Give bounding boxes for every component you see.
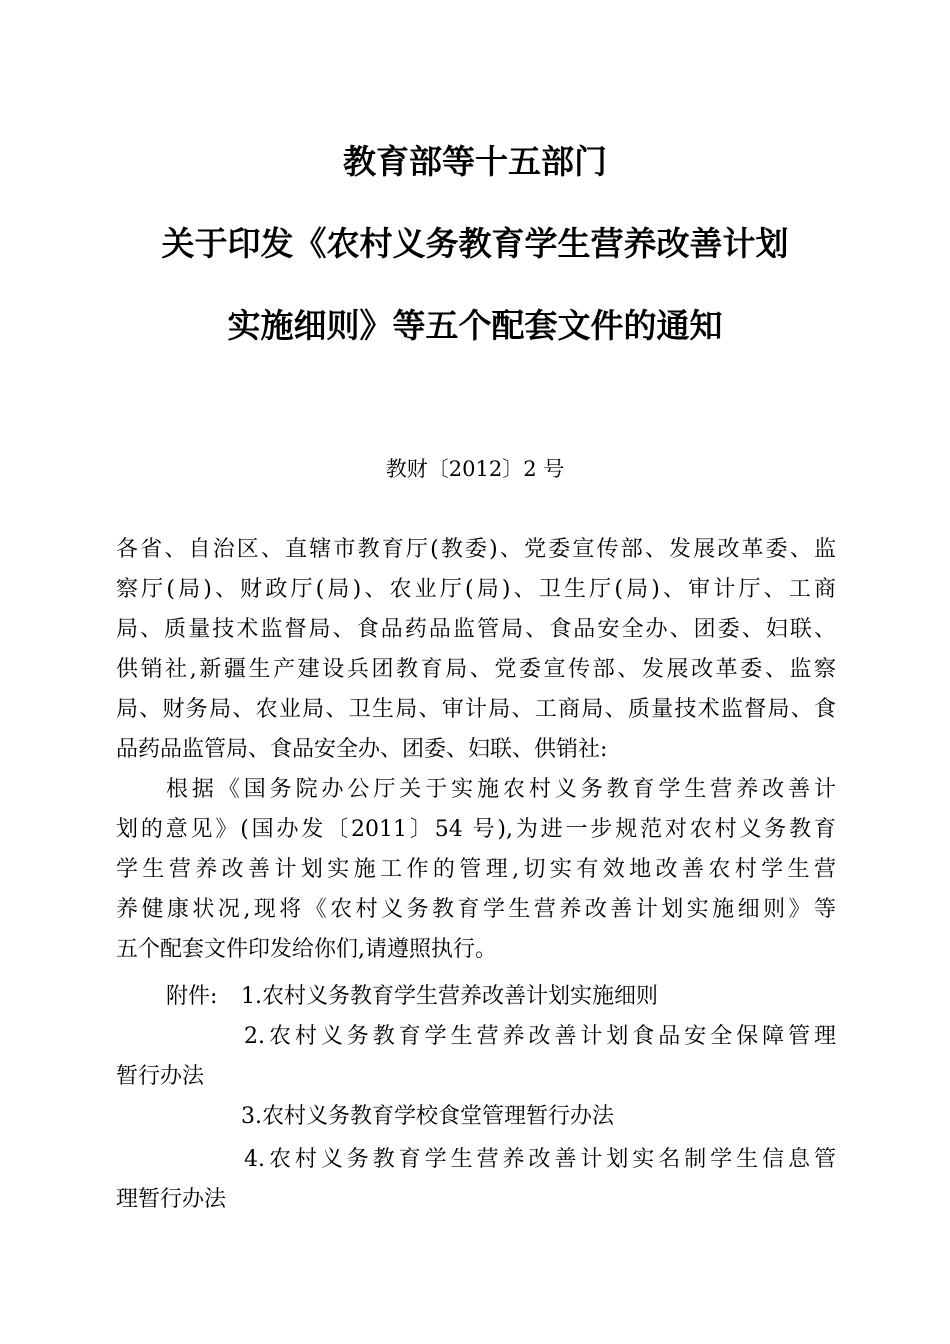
addressee-line: 察厅(局)、财政厅(局)、农业厅(局)、卫生厅(局)、审计厅、工商 <box>116 577 836 602</box>
attachment-item-2-cont: 暂行办法 <box>116 1064 205 1089</box>
body-line: 养健康状况,现将《农村义务教育学生营养改善计划实施细则》等 <box>116 897 836 922</box>
title-line-3: 实施细则》等五个配套文件的通知 <box>227 306 723 345</box>
addressee-line: 品药品监管局、食品安全办、团委、妇联、供销社: <box>116 737 608 762</box>
attachments-label: 附件: <box>166 984 218 1009</box>
title-line-2: 关于印发《农村义务教育学生营养改善计划 <box>161 224 789 263</box>
document-number: 教财〔2012〕2 号 <box>385 457 565 481</box>
body-line: 划的意见》(国办发〔2011〕54 号),为进一步规范对农村义务教育 <box>116 817 836 842</box>
addressee-line: 各省、自治区、直辖市教育厅(教委)、党委宣传部、发展改革委、监 <box>116 537 836 562</box>
addressee-line: 局、财务局、农业局、卫生局、审计局、工商局、质量技术监督局、食 <box>116 697 836 722</box>
addressee-line: 供销社,新疆生产建设兵团教育局、党委宣传部、发展改革委、监察 <box>116 657 836 682</box>
body-line: 学生营养改善计划实施工作的管理,切实有效地改善农村学生营 <box>116 857 836 882</box>
attachment-item-1: 1.农村义务教育学生营养改善计划实施细则 <box>241 984 658 1009</box>
addressee-line: 局、质量技术监督局、食品药品监管局、食品安全办、团委、妇联、 <box>116 617 836 642</box>
body-line: 五个配套文件印发给你们,请遵照执行。 <box>116 937 497 962</box>
title-line-1: 教育部等十五部门 <box>343 142 607 181</box>
attachment-item-2: 2.农村义务教育学生营养改善计划食品安全保障管理 <box>244 1024 836 1049</box>
attachment-item-4: 4.农村义务教育学生营养改善计划实名制学生信息管 <box>244 1147 836 1172</box>
attachment-item-4-cont: 理暂行办法 <box>116 1187 227 1212</box>
body-line: 根据《国务院办公厅关于实施农村义务教育学生营养改善计 <box>166 777 836 802</box>
attachment-item-3: 3.农村义务教育学校食堂管理暂行办法 <box>241 1104 614 1129</box>
